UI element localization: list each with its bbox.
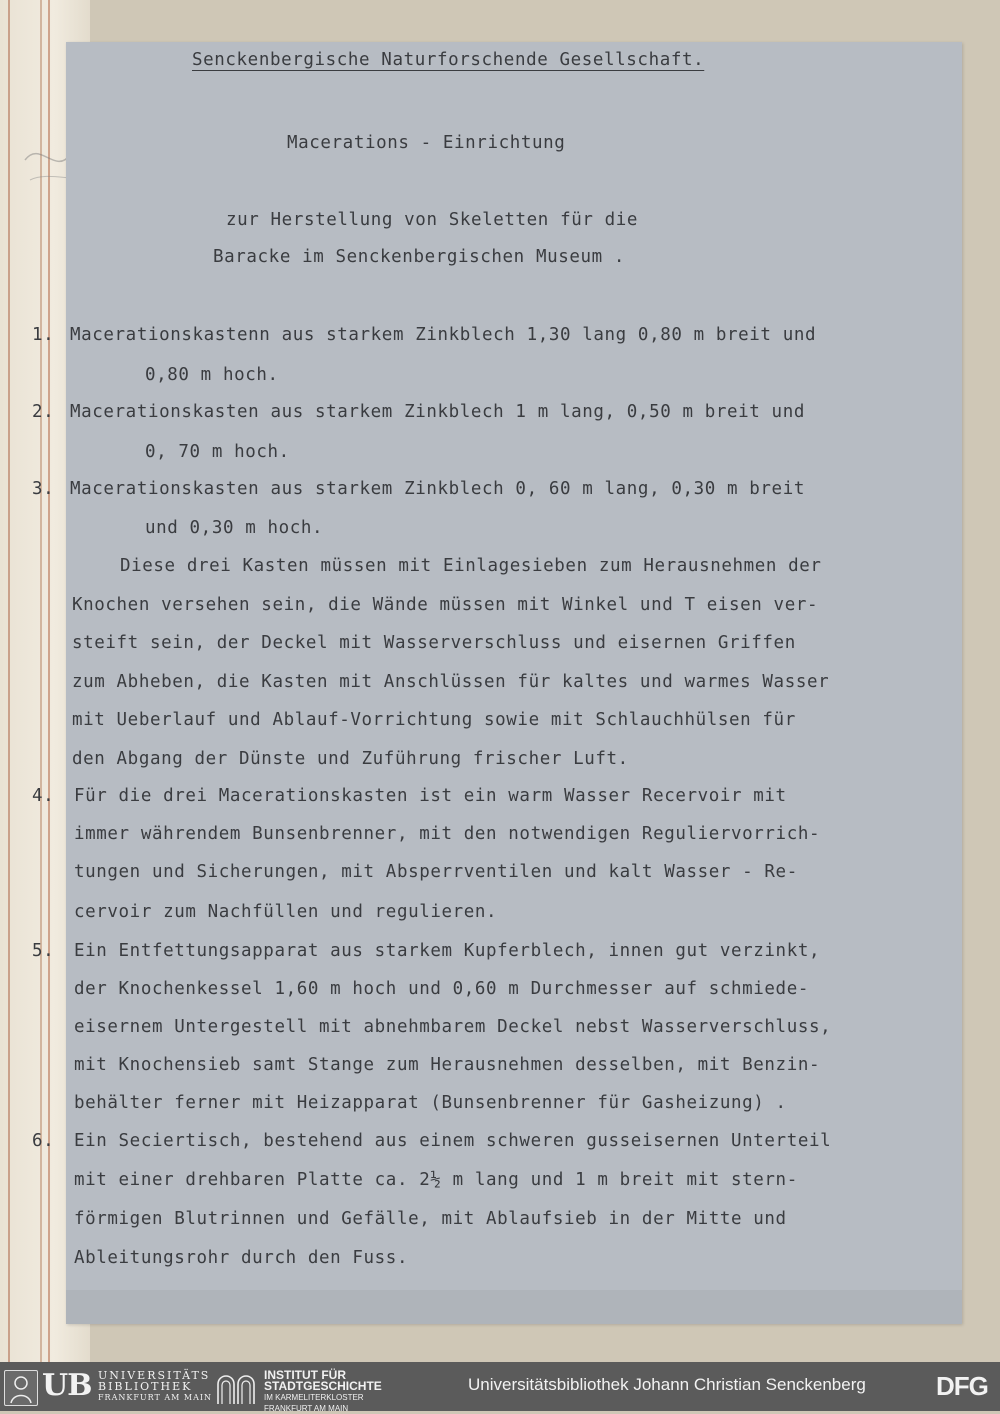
item-line: Ein Seciertisch, bestehend aus einem schweren gusseisernen Unterteil	[74, 1131, 832, 1151]
item-line: behälter ferner mit Heizapparat (Bunsenbrenner für Gasheizung) .	[74, 1093, 787, 1113]
item-number: 2.	[32, 402, 55, 422]
item-line: und 0,30 m hoch.	[145, 518, 324, 538]
isg-arches-logo-icon	[214, 1368, 258, 1406]
item-line: Macerationskasten aus starkem Zinkblech 0, 60 m lang, 0,30 m breit	[70, 479, 805, 499]
item-line: förmigen Blutrinnen und Gefälle, mit Ablaufsieb in der Mitte und	[74, 1209, 787, 1229]
ub-line-1: UNIVERSITÄTS	[98, 1369, 211, 1382]
paragraph-line: Knochen versehen sein, die Wände müssen mit Winkel und T eisen ver-	[72, 595, 819, 615]
item-line: Macerationskasten aus starkem Zinkblech 1 m lang, 0,50 m breit und	[70, 402, 805, 422]
item-line: Ein Entfettungsapparat aus starkem Kupferblech, innen gut verzinkt,	[74, 941, 821, 961]
page-edge-line	[48, 0, 50, 1362]
paragraph-line: Diese drei Kasten müssen mit Einlagesieben zum Herausnehmen der	[120, 556, 822, 576]
ub-line-2: BIBLIOTHEK	[98, 1380, 193, 1393]
item-line: cervoir zum Nachfüllen und regulieren.	[74, 902, 498, 922]
page-edge-line	[40, 0, 42, 1362]
item-number: 6.	[32, 1131, 55, 1151]
ub-logo-lines	[98, 1370, 212, 1403]
dfg-logo: DFG	[936, 1371, 988, 1401]
item-line: mit einer drehbaren Platte ca. 2½ m lang und 1 m breit mit stern-	[74, 1170, 798, 1190]
ub-logo-text: UB	[42, 1368, 92, 1403]
item-line: Macerationskastenn aus starkem Zinkblech 1,30 lang 0,80 m breit und	[70, 325, 817, 345]
item-number: 4.	[32, 786, 55, 806]
paragraph-line: zum Abheben, die Kasten mit Anschlüssen für kaltes und warmes Wasser	[72, 672, 830, 692]
paragraph-line: mit Ueberlauf und Ablauf-Vorrichtung sowie mit Schlauchhülsen für	[72, 710, 796, 730]
isg-line-2: STADTGESCHICHTE	[264, 1379, 382, 1393]
ub-line-3: FRANKFURT AM MAIN	[98, 1393, 213, 1402]
footer-bar	[0, 1362, 1000, 1411]
item-number: 5.	[32, 941, 55, 961]
isg-line-1: INSTITUT FÜR	[264, 1368, 346, 1382]
item-line: Ableitungsrohr durch den Fuss.	[74, 1248, 409, 1268]
document-subtitle-line-2: Baracke im Senckenbergischen Museum .	[213, 247, 626, 267]
sheet-shadow	[66, 1290, 962, 1324]
page-edge-line	[8, 0, 10, 1362]
item-line: Für die drei Macerationskasten ist ein warm Wasser Recervoir mit	[74, 786, 787, 806]
document-header: Senckenbergische Naturforschende Gesellschaft.	[192, 50, 705, 70]
item-line: 0, 70 m hoch.	[145, 442, 290, 462]
item-line: tungen und Sicherungen, mit Absperrventilen und kalt Wasser - Re-	[74, 862, 798, 882]
document-title: Macerations - Einrichtung	[287, 133, 566, 153]
document-subtitle-line-1: zur Herstellung von Skeletten für die	[226, 210, 639, 230]
item-line: der Knochenkessel 1,60 m hoch und 0,60 m Durchmesser auf schmiede-	[74, 979, 809, 999]
ub-portrait-logo-icon	[4, 1370, 38, 1406]
item-number: 1.	[32, 325, 55, 345]
paragraph-line: den Abgang der Dünste und Zuführung frischer Luft.	[72, 749, 629, 769]
library-name: Universitätsbibliothek Johann Christian Senckenberg	[468, 1375, 866, 1394]
isg-logo-lines	[264, 1370, 382, 1414]
isg-line-4: FRANKFURT AM MAIN	[264, 1404, 349, 1413]
item-line: mit Knochensieb samt Stange zum Herausnehmen desselben, mit Benzin-	[74, 1055, 821, 1075]
item-line: immer währendem Bunsenbrenner, mit den notwendigen Reguliervorrich-	[74, 824, 821, 844]
item-number: 3.	[32, 479, 55, 499]
item-line: eisernem Untergestell mit abnehmbarem Deckel nebst Wasserverschluss,	[74, 1017, 832, 1037]
isg-line-3: IM KARMELITERKLOSTER	[264, 1393, 364, 1402]
item-line: 0,80 m hoch.	[145, 365, 279, 385]
paragraph-line: steift sein, der Deckel mit Wasserverschluss und eisernen Griffen	[72, 633, 796, 653]
